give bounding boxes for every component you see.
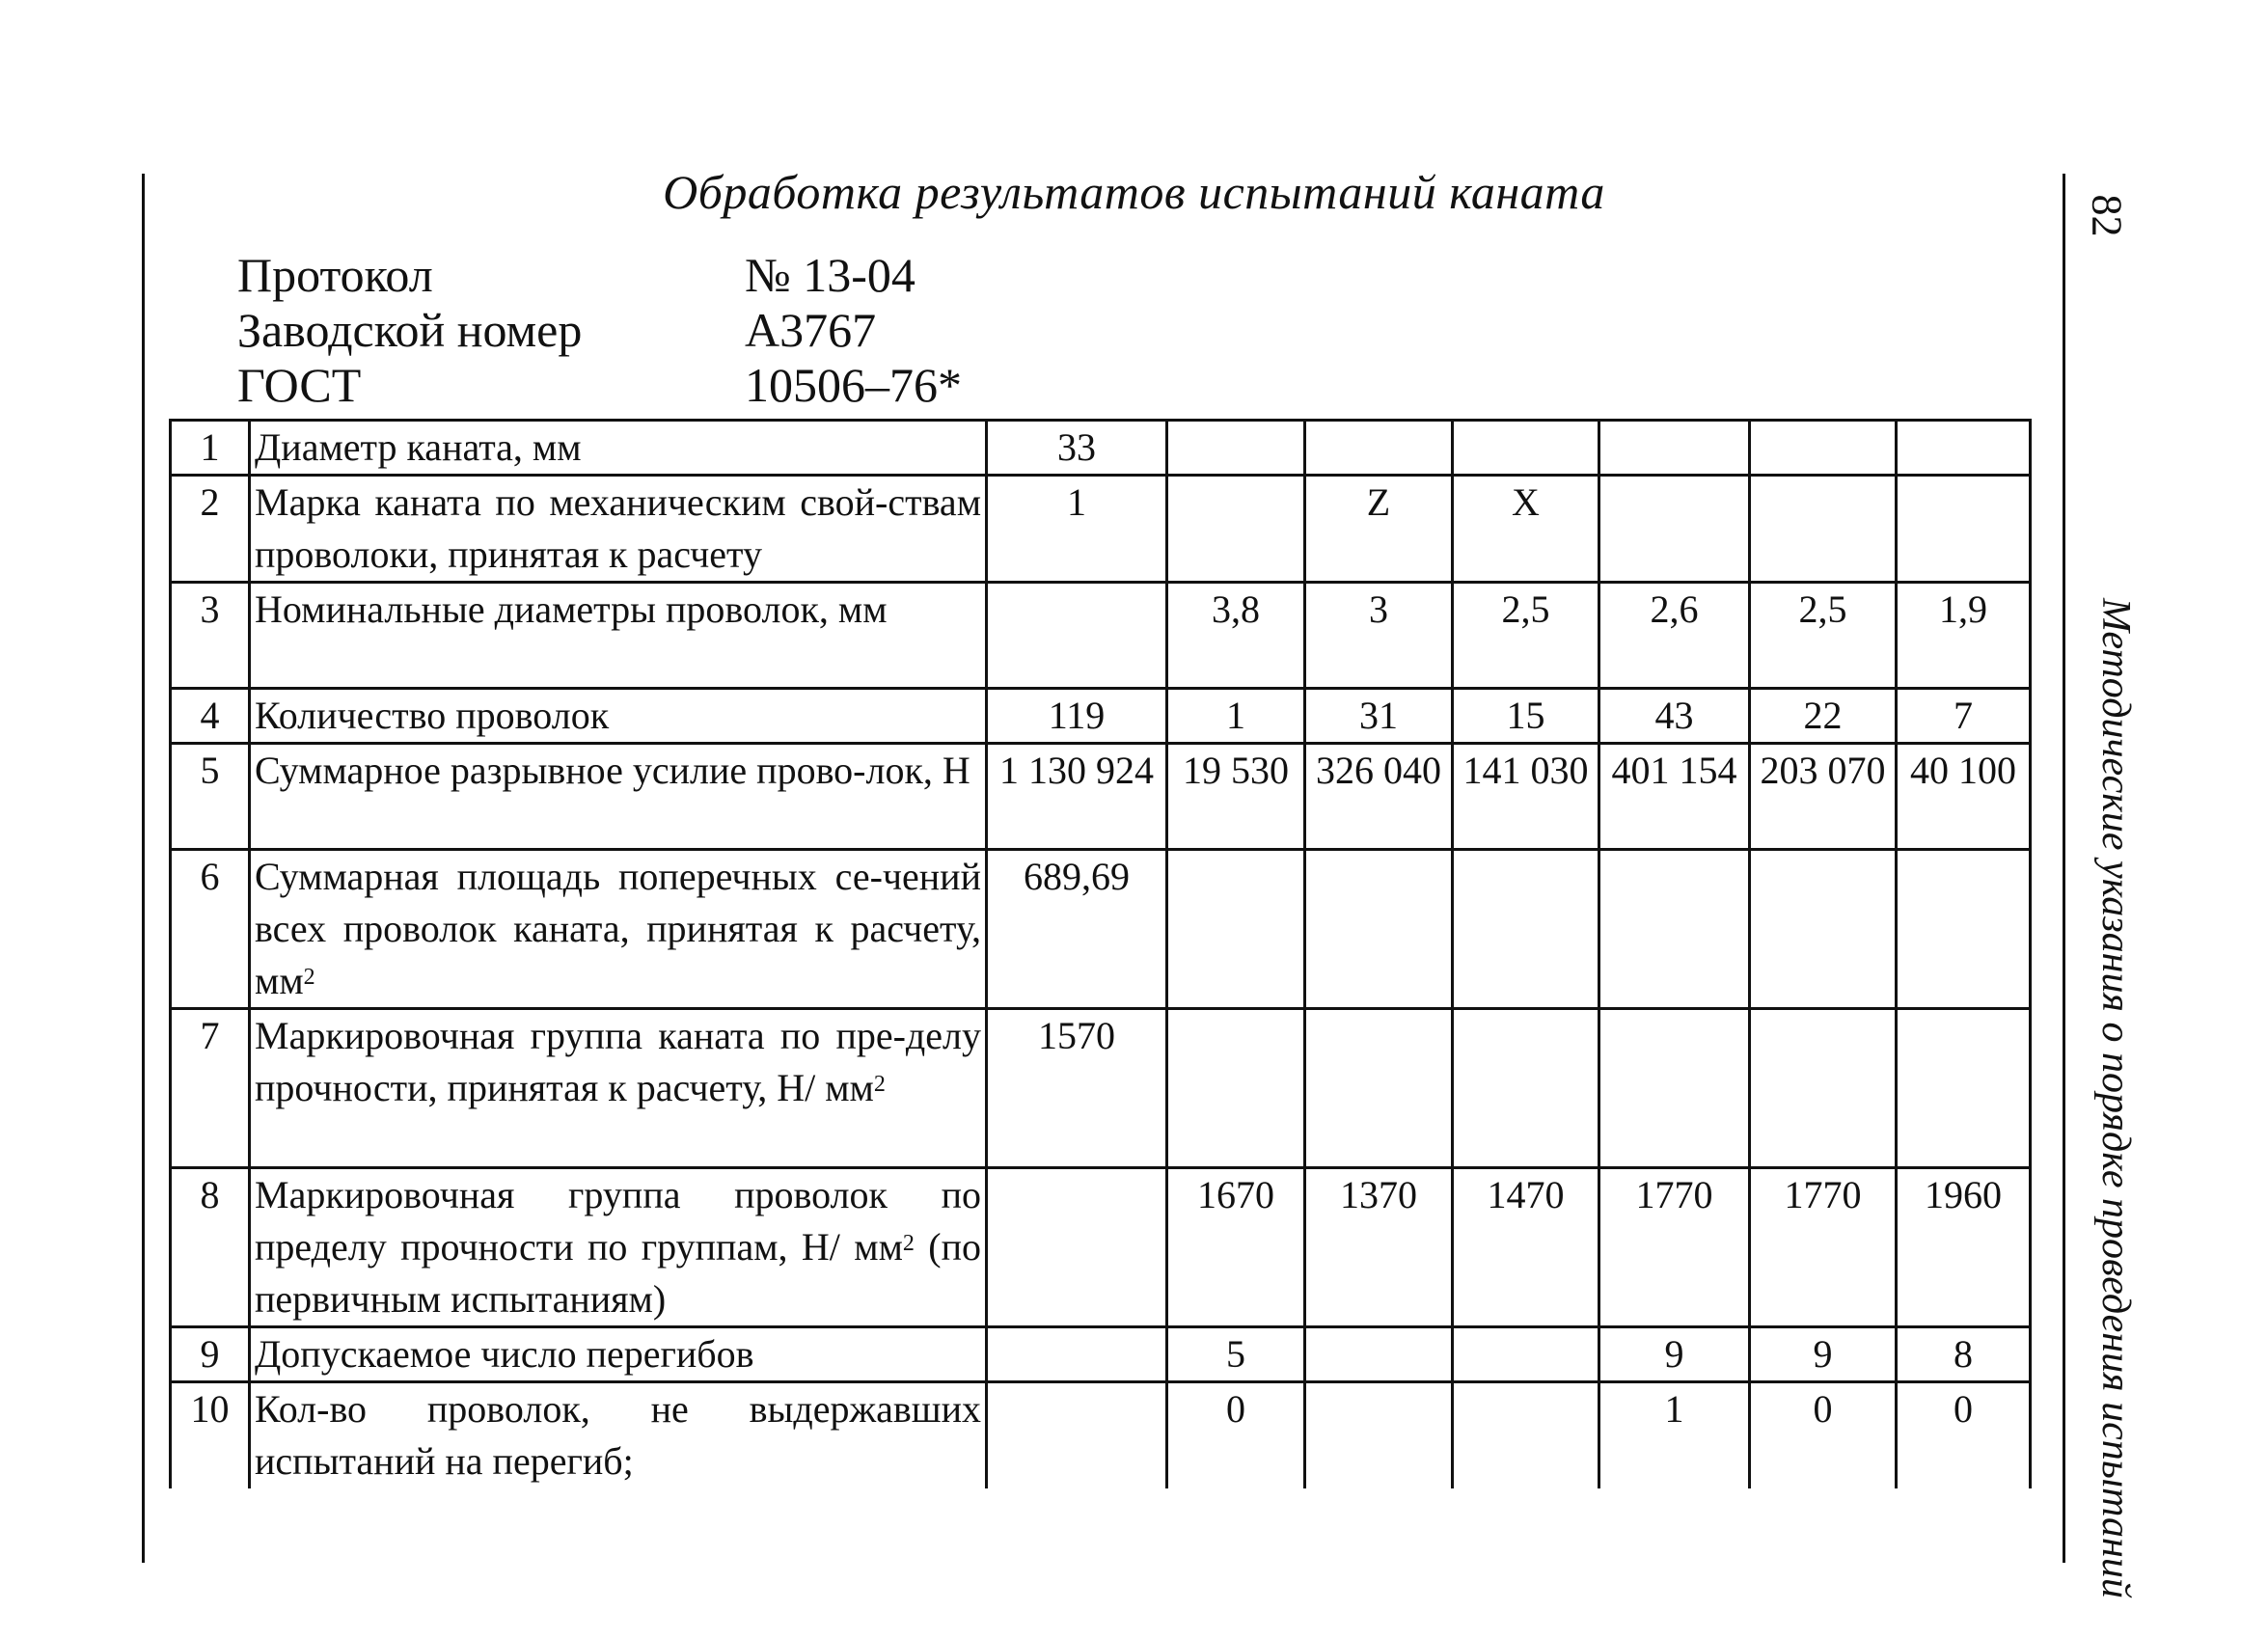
row-number: 5 [171, 744, 250, 850]
table-cell: 1 [987, 476, 1167, 583]
table-cell: 7 [1897, 689, 2031, 744]
table-cell [1897, 850, 2031, 1009]
row-number: 10 [171, 1382, 250, 1488]
table-cell [1305, 1009, 1453, 1168]
meta-value-protocol: № 13-04 [745, 248, 915, 302]
table-cell: 2,6 [1599, 583, 1750, 689]
table-cell: Z [1305, 476, 1453, 583]
unit-superscript: 2 [303, 965, 315, 990]
row-number: 4 [171, 689, 250, 744]
table-cell: 1570 [987, 1009, 1167, 1168]
results-table [169, 419, 2032, 1488]
table-cell [1599, 850, 1750, 1009]
row-description [250, 1327, 987, 1382]
table-row [171, 689, 2031, 744]
row-description-text: Маркировочная группа каната по пре-делу прочности, принятая к расчету, Н/ мм [255, 1014, 981, 1109]
table-cell: 326 040 [1305, 744, 1453, 850]
table-cell [1305, 1327, 1453, 1382]
table-row [171, 1168, 2031, 1327]
table-row [171, 850, 2031, 1009]
row-description [250, 1009, 987, 1168]
row-description-text: Диаметр каната, мм [255, 425, 582, 469]
table-cell: 1770 [1750, 1168, 1897, 1327]
table-cell: 3 [1305, 583, 1453, 689]
table-cell: 9 [1750, 1327, 1897, 1382]
table-cell: 1,9 [1897, 583, 2031, 689]
table-cell: 8 [1897, 1327, 2031, 1382]
table-cell [1750, 850, 1897, 1009]
table-cell: X [1453, 476, 1599, 583]
table-cell [987, 1168, 1167, 1327]
row-description-text: Допускаемое число перегибов [255, 1332, 754, 1376]
table-cell [987, 1327, 1167, 1382]
table-cell: 19 530 [1167, 744, 1305, 850]
table-row [171, 1327, 2031, 1382]
table-cell: 0 [1897, 1382, 2031, 1488]
table-cell [1167, 421, 1305, 476]
row-description-text: Кол-во проволок, не выдержавших испытаний на перегиб; [255, 1387, 981, 1483]
row-description [250, 850, 987, 1009]
table-row [171, 1009, 2031, 1168]
table-cell: 1470 [1453, 1168, 1599, 1327]
table-cell [1167, 1009, 1305, 1168]
table-cell [1453, 1327, 1599, 1382]
table-body [171, 421, 2031, 1488]
page-title: Обработка результатов испытаний каната [663, 165, 1605, 219]
row-description [250, 1382, 987, 1488]
row-description-text: Количество проволок [255, 694, 610, 737]
row-description [250, 421, 987, 476]
table-cell: 31 [1305, 689, 1453, 744]
row-description-text: Номинальные диаметры проволок, мм [255, 587, 888, 631]
table-row [171, 1382, 2031, 1488]
side-caption: Методические указания о порядке проведения испытаний [2093, 598, 2138, 1598]
table-cell [1599, 476, 1750, 583]
row-description-text: Суммарная площадь поперечных се-чений всех проволок каната, принятая к расчету, мм [255, 855, 981, 1002]
table-cell: 119 [987, 689, 1167, 744]
row-description-text-suffix: (по первичным испытаниям) [255, 1225, 981, 1321]
table-cell: 0 [1167, 1382, 1305, 1488]
table-cell: 22 [1750, 689, 1897, 744]
table-cell [1750, 421, 1897, 476]
table-cell [1750, 476, 1897, 583]
table-cell [1897, 476, 2031, 583]
table-cell: 1370 [1305, 1168, 1453, 1327]
table-cell: 1 [1167, 689, 1305, 744]
row-number: 6 [171, 850, 250, 1009]
row-number: 2 [171, 476, 250, 583]
row-description [250, 744, 987, 850]
table-cell [1305, 421, 1453, 476]
table-cell: 1770 [1599, 1168, 1750, 1327]
unit-superscript: 2 [902, 1231, 915, 1256]
table-row [171, 476, 2031, 583]
table-row [171, 583, 2031, 689]
row-number: 3 [171, 583, 250, 689]
table-cell [1453, 421, 1599, 476]
left-margin-rule [142, 174, 145, 1563]
table-row [171, 744, 2031, 850]
row-description-text: Марка каната по механическим свой-ствам проволоки, принятая к расчету [255, 480, 981, 576]
table-cell: 1960 [1897, 1168, 2031, 1327]
table-cell: 1 130 924 [987, 744, 1167, 850]
row-number: 1 [171, 421, 250, 476]
meta-label-serial: Заводской номер [237, 303, 583, 357]
unit-superscript: 2 [873, 1072, 886, 1097]
side-caption-wrap [2087, 598, 2145, 1598]
row-description [250, 1168, 987, 1327]
meta-label-protocol: Протокол [237, 248, 433, 302]
table-cell [1305, 1382, 1453, 1488]
row-description-text: Суммарное разрывное усилие прово-лок, Н [255, 749, 970, 792]
table-cell: 43 [1599, 689, 1750, 744]
table-cell: 401 154 [1599, 744, 1750, 850]
table-cell [1453, 1009, 1599, 1168]
table-cell [1599, 1009, 1750, 1168]
table-cell [1750, 1009, 1897, 1168]
table-cell [1453, 850, 1599, 1009]
row-number: 7 [171, 1009, 250, 1168]
table-cell [1305, 850, 1453, 1009]
table-cell: 2,5 [1750, 583, 1897, 689]
page-number: 82 [2083, 194, 2131, 237]
table-cell [1167, 850, 1305, 1009]
table-cell [1453, 1382, 1599, 1488]
row-number: 8 [171, 1168, 250, 1327]
table-cell: 689,69 [987, 850, 1167, 1009]
table-cell: 15 [1453, 689, 1599, 744]
meta-label-gost: ГОСТ [237, 358, 362, 412]
table-cell [987, 583, 1167, 689]
table-cell: 203 070 [1750, 744, 1897, 850]
table-cell [1897, 1009, 2031, 1168]
table-cell: 40 100 [1897, 744, 2031, 850]
row-description [250, 476, 987, 583]
table-row [171, 421, 2031, 476]
row-description [250, 689, 987, 744]
row-number: 9 [171, 1327, 250, 1382]
table-cell: 33 [987, 421, 1167, 476]
table-cell [1599, 421, 1750, 476]
table-cell: 0 [1750, 1382, 1897, 1488]
table-cell: 3,8 [1167, 583, 1305, 689]
table-cell [1167, 476, 1305, 583]
table-cell: 5 [1167, 1327, 1305, 1382]
table-cell: 2,5 [1453, 583, 1599, 689]
meta-value-serial: А3767 [745, 303, 877, 357]
table-cell: 1670 [1167, 1168, 1305, 1327]
table-cell: 1 [1599, 1382, 1750, 1488]
table-cell [1897, 421, 2031, 476]
right-margin-rule [2063, 174, 2065, 1563]
row-description [250, 583, 987, 689]
table-cell: 9 [1599, 1327, 1750, 1382]
table-cell [987, 1382, 1167, 1488]
meta-value-gost: 10506–76* [745, 358, 962, 412]
row-description-text: Маркировочная группа проволок по пределу прочности по группам, Н/ мм [255, 1173, 981, 1269]
table-cell: 141 030 [1453, 744, 1599, 850]
